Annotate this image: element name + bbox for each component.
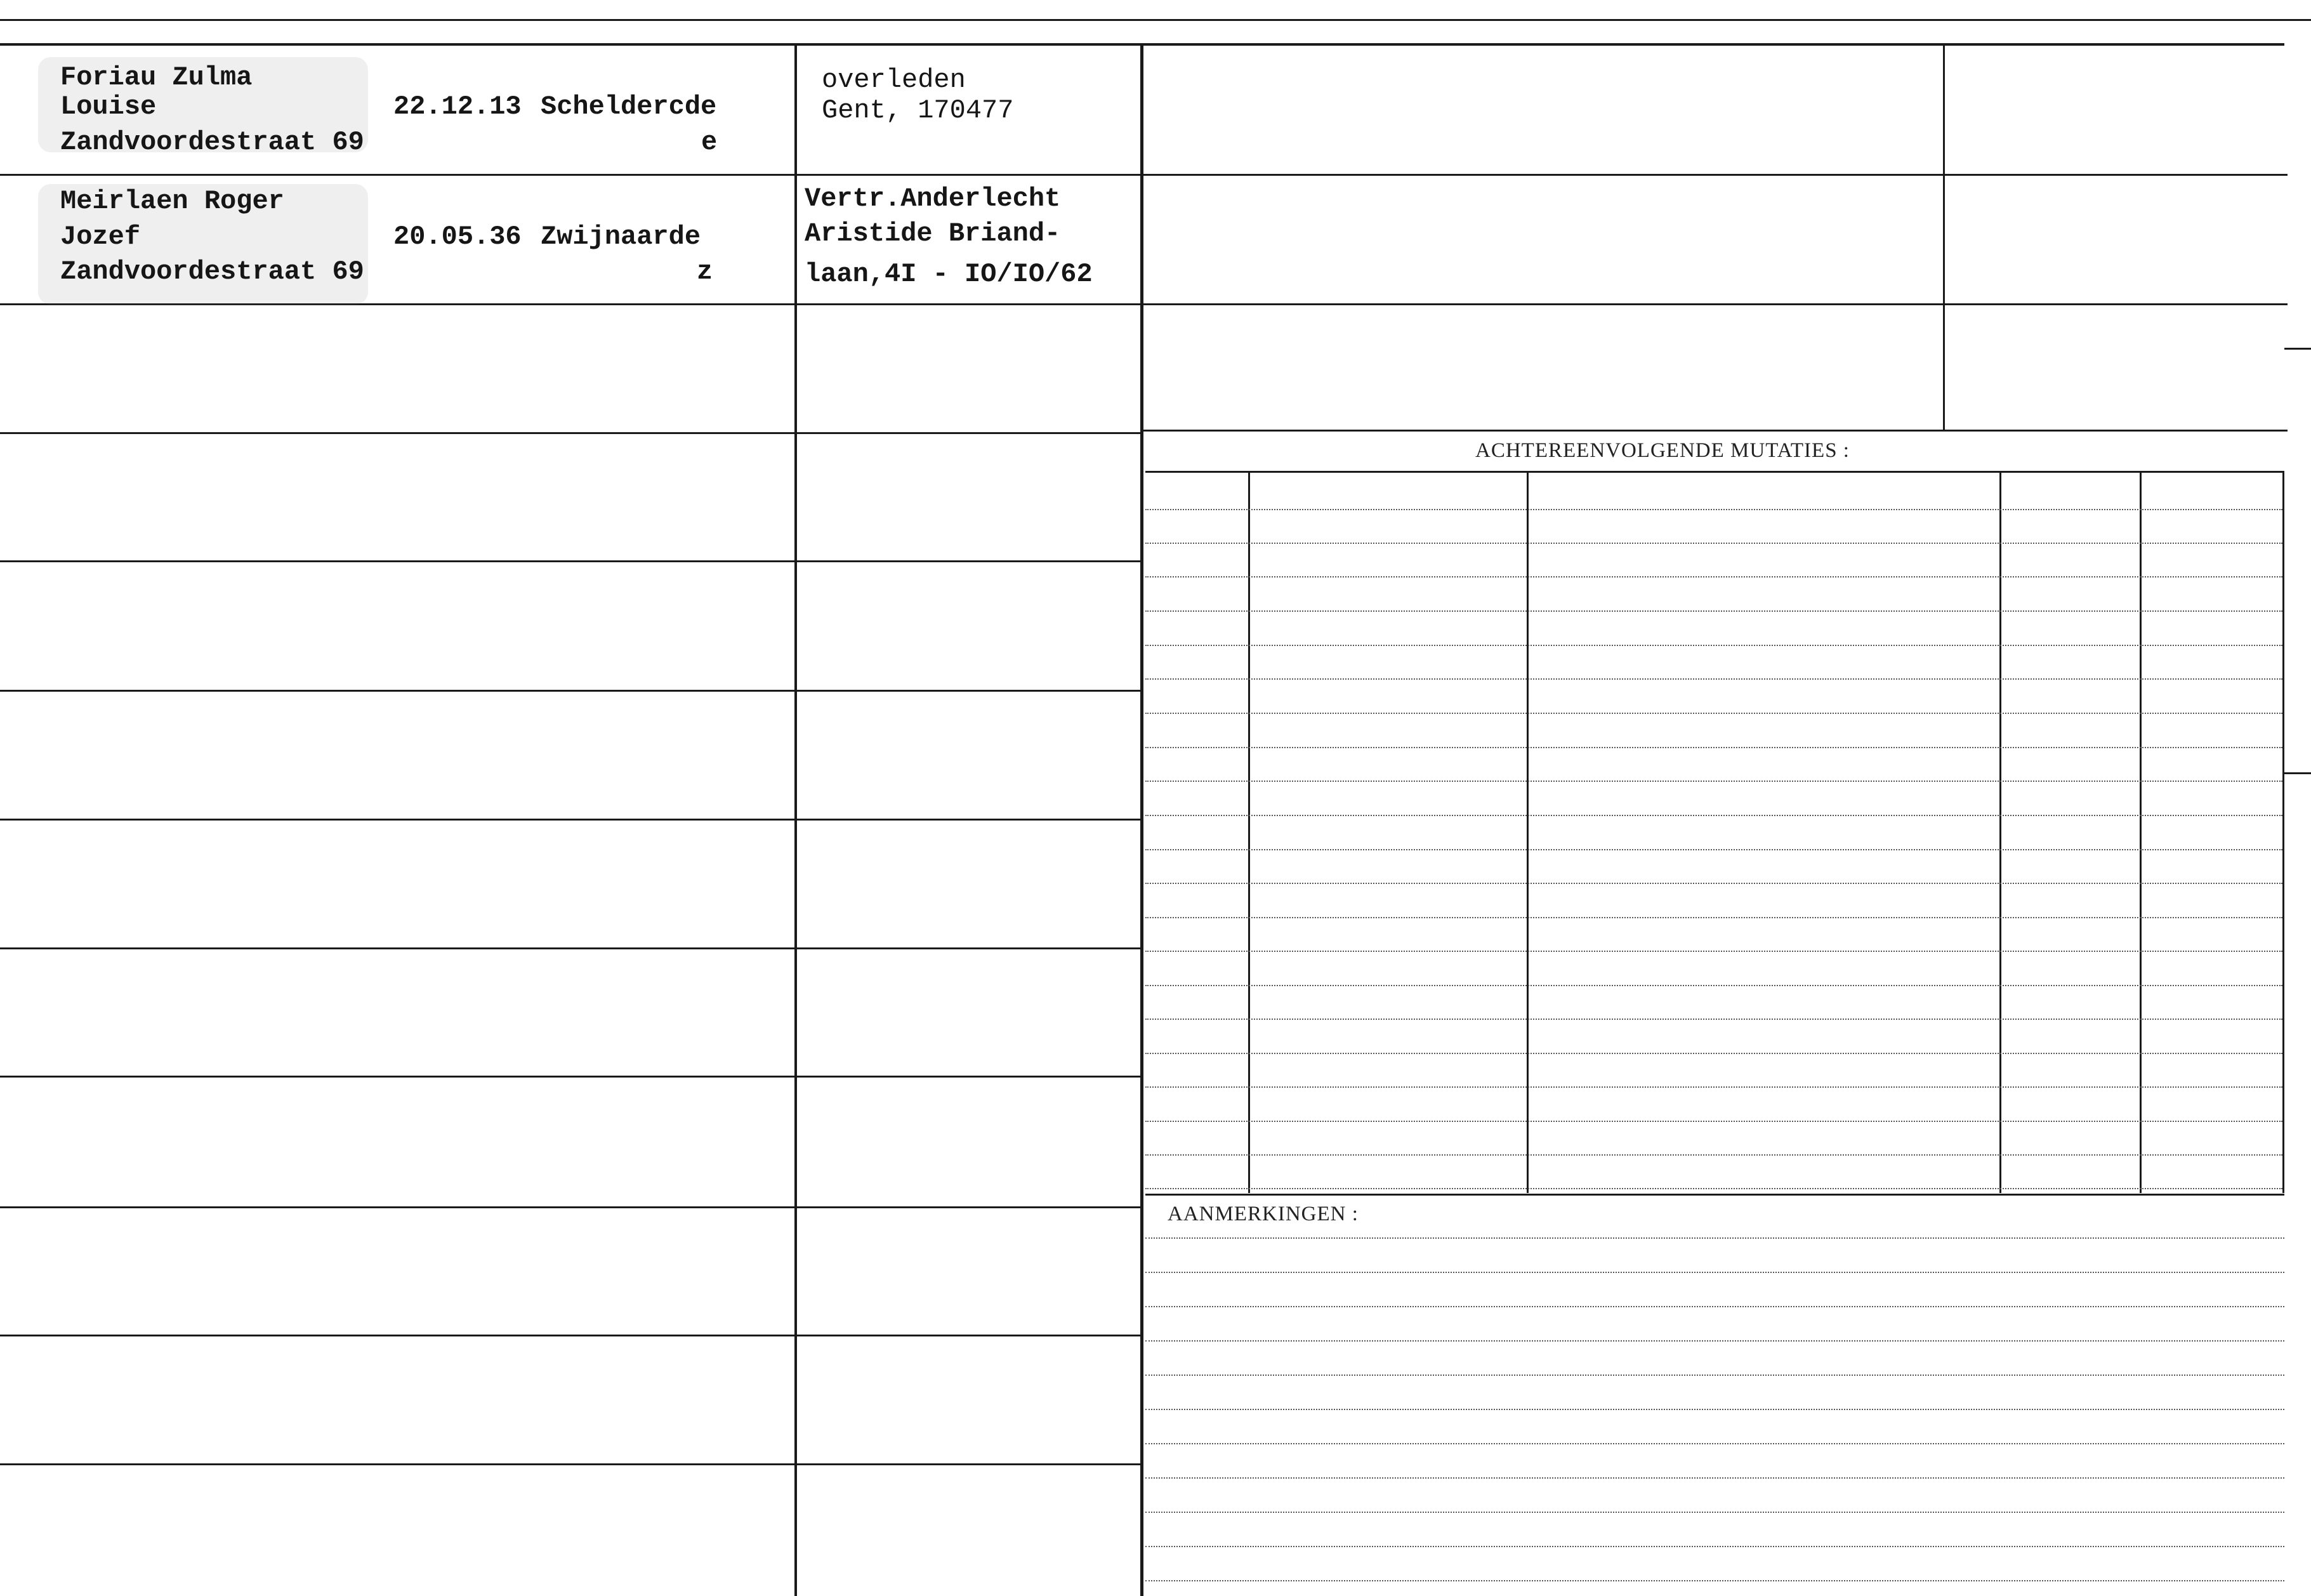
mutations-row [1145, 1053, 2282, 1054]
mutations-row [1145, 883, 2282, 884]
remarks-line [1145, 1477, 2284, 1479]
mutations-row [1145, 645, 2282, 646]
remarks-line [1145, 1306, 2284, 1307]
row-line [0, 819, 1142, 821]
mutations-row [1145, 543, 2282, 544]
row-line [0, 1463, 1142, 1465]
mutations-row [1145, 1121, 2282, 1122]
record-1-name: Foriau Zulma [60, 62, 253, 93]
edge-mark [2284, 348, 2311, 350]
column-divider-2 [1140, 46, 1143, 1596]
remarks-line [1145, 1340, 2284, 1342]
record-2-given-names: Jozef [60, 221, 141, 252]
row-line [0, 1076, 1142, 1078]
record-2-note-line-3: laan,4I - IO/IO/62 [805, 259, 1093, 289]
mutations-row [1145, 1154, 2282, 1156]
record-2-address: Zandvoordestraat 69 [60, 256, 364, 287]
remarks-line [1145, 1443, 2284, 1444]
remarks-line [1145, 1580, 2284, 1581]
column-divider-3 [1943, 46, 1945, 430]
record-1-note-line-1: overleden [822, 65, 966, 95]
record-1-note-line-2: Gent, 170477 [822, 95, 1014, 126]
mutations-col-3 [1999, 473, 2001, 1193]
remarks-heading: AANMERKINGEN : [1168, 1203, 1359, 1225]
remarks-line [1145, 1237, 2284, 1239]
mutations-row [1145, 1086, 2282, 1088]
mutations-row [1145, 849, 2282, 850]
row-line [0, 690, 1142, 692]
mutations-row [1145, 713, 2282, 714]
record-2-birth-place: Zwijnaarde [541, 221, 701, 252]
remarks-line [1145, 1272, 2284, 1273]
mutations-row [1145, 747, 2282, 748]
row-line [1142, 430, 2288, 432]
mutations-row [1145, 1188, 2282, 1189]
mutations-top-line [1145, 471, 2284, 473]
record-2-mark: z [697, 256, 713, 287]
record-2-birth-date: 20.05.36 [393, 221, 522, 252]
row-line [0, 560, 1142, 562]
mutations-row [1145, 951, 2282, 952]
record-1-birth-date: 22.12.13 [393, 91, 522, 122]
mutations-row [1145, 678, 2282, 680]
mutations-row [1145, 509, 2282, 510]
edge-mark [2284, 772, 2311, 774]
row-line [0, 1206, 1142, 1208]
mutations-row [1145, 781, 2282, 782]
mutations-row [1145, 917, 2282, 918]
row-line [0, 174, 2288, 176]
record-2-note-line-1: Vertr.Anderlecht [805, 183, 1061, 214]
mutations-col-4 [2140, 473, 2142, 1193]
mutations-row [1145, 1019, 2282, 1020]
mutations-heading: ACHTEREENVOLGENDE MUTATIES : [1475, 439, 1850, 462]
mutations-col-2 [1527, 473, 1529, 1193]
row-line [0, 947, 1142, 949]
remarks-line [1145, 1409, 2284, 1410]
remarks-line [1145, 1546, 2284, 1547]
record-2-note-line-2: Aristide Briand- [805, 218, 1061, 249]
mutations-col-5 [2282, 473, 2284, 1193]
record-1-birth-place: Scheldercde [541, 91, 717, 122]
record-1-address: Zandvoordestraat 69 [60, 127, 364, 157]
top-border [0, 19, 2311, 21]
row-line [0, 1335, 1142, 1336]
mutations-bottom-line [1145, 1194, 2284, 1196]
mutations-row [1145, 815, 2282, 816]
remarks-line [1145, 1375, 2284, 1376]
record-1-mark: e [701, 127, 718, 157]
mutations-row [1145, 576, 2282, 577]
remarks-line [1145, 1512, 2284, 1513]
mutations-row [1145, 985, 2282, 986]
mutations-row [1145, 610, 2282, 612]
column-divider-1 [794, 46, 797, 1596]
row-line [0, 432, 1142, 434]
record-1-given-names: Louise [60, 91, 157, 122]
mutations-col-1 [1248, 473, 1250, 1193]
record-2-name: Meirlaen Roger [60, 186, 284, 216]
